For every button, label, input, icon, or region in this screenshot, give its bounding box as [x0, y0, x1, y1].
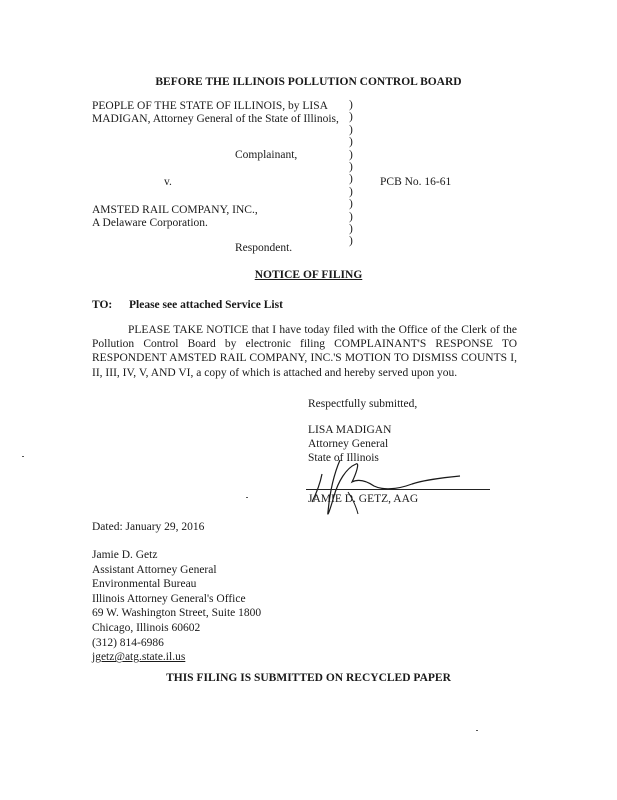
contact-city: Chicago, Illinois 60602	[92, 621, 201, 634]
recycled-paper-footer: THIS FILING IS SUBMITTED ON RECYCLED PAPER	[166, 672, 451, 684]
paren: )	[349, 148, 353, 161]
paren: )	[349, 222, 353, 235]
signer-name: JAMIE D. GETZ, AAG	[308, 493, 419, 505]
versus-label: v.	[164, 176, 172, 188]
paren: )	[349, 99, 353, 111]
respondent-role: Respondent.	[235, 242, 293, 254]
paren: )	[349, 210, 353, 223]
contact-street: 69 W. Washington Street, Suite 1800	[92, 607, 262, 620]
paren: )	[349, 185, 353, 198]
signature-title: Attorney General	[308, 438, 389, 450]
respondent-line-1: AMSTED RAIL COMPANY, INC.,	[92, 204, 258, 216]
paren: )	[349, 198, 353, 211]
board-title: BEFORE THE ILLINOIS POLLUTION CONTROL BOARD	[155, 76, 462, 88]
complainant-role: Complainant,	[235, 149, 298, 161]
scan-speck	[246, 497, 248, 498]
caption-parens	[349, 99, 359, 248]
contact-office: Illinois Attorney General's Office	[92, 592, 246, 605]
signature-name: LISA MADIGAN	[308, 424, 392, 436]
signature-state: State of Illinois	[308, 452, 379, 464]
notice-body-text: PLEASE TAKE NOTICE that I have today filed with the Office of the Clerk of the Pollution Control Board by electronic filing COMPLAINANT'S RESPONSE TO RESPONDENT AMSTED RAIL COMPANY, INC.'S MOTION TO DISMISS COUNTS I, II, III, IV, V, AND VI, a copy of which is attached and hereby served upon you.	[92, 324, 517, 379]
contact-bureau: Environmental Bureau	[92, 578, 197, 591]
paren: )	[349, 123, 353, 136]
signature-closing: Respectfully submitted,	[308, 398, 418, 410]
contact-name: Jamie D. Getz	[92, 549, 158, 561]
paren: )	[349, 136, 353, 149]
notice-body	[92, 323, 517, 380]
complainant-line-2: MADIGAN, Attorney General of the State of Illinois,	[92, 113, 339, 125]
paren: )	[349, 235, 353, 248]
scan-speck	[22, 456, 24, 457]
to-line	[92, 298, 283, 312]
to-label: TO:	[92, 299, 113, 311]
contact-block	[92, 548, 261, 665]
complainant-line-1: PEOPLE OF THE STATE OF ILLINOIS, by LISA	[92, 100, 328, 112]
respondent-line-2: A Delaware Corporation.	[92, 217, 208, 229]
contact-phone: (312) 814-6986	[92, 636, 164, 649]
paren: )	[349, 111, 353, 124]
contact-email[interactable]: jgetz@atg.state.il.us	[92, 651, 186, 664]
dated-line: Dated: January 29, 2016	[92, 521, 205, 533]
signature-line	[306, 489, 490, 490]
scan-speck	[476, 730, 478, 731]
contact-title: Assistant Attorney General	[92, 563, 217, 576]
handwritten-signature	[300, 452, 470, 522]
paren: )	[349, 173, 353, 186]
notice-heading: NOTICE OF FILING	[254, 269, 363, 281]
to-value: Please see attached Service List	[129, 299, 283, 311]
case-number: PCB No. 16-61	[380, 176, 452, 188]
paren: )	[349, 160, 353, 173]
